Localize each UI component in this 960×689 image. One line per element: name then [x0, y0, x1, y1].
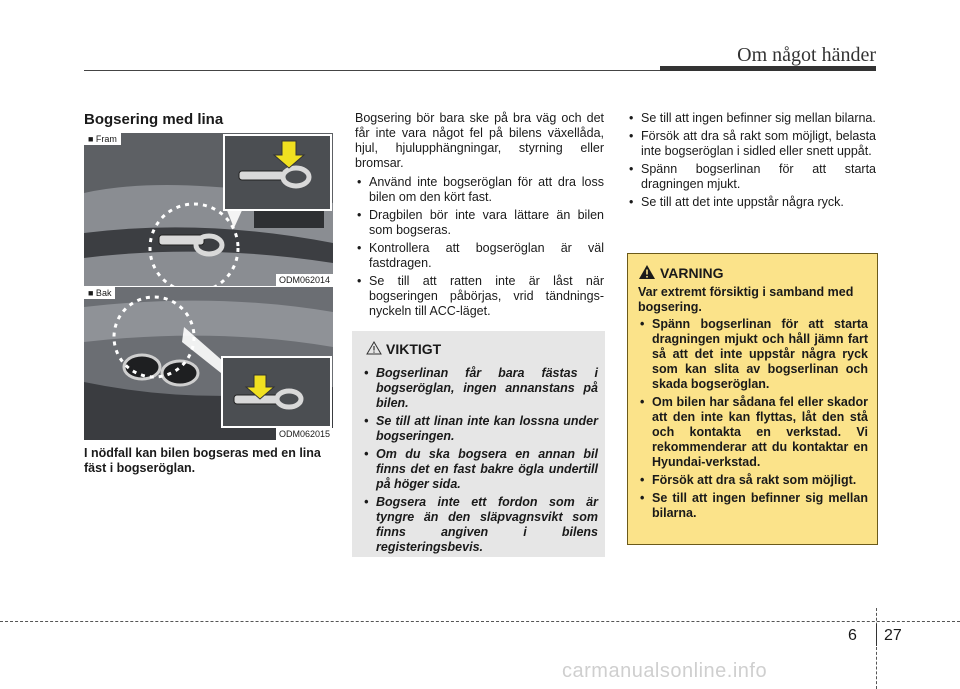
figure-front-tow-hook	[84, 133, 333, 286]
warning-list	[638, 317, 868, 524]
page-number-separator	[876, 624, 877, 646]
figure-front-code: ODM062014	[276, 274, 333, 286]
figure-rear-label: ■ Bak	[84, 287, 115, 299]
figure-front-label: ■ Fram	[84, 133, 121, 145]
list-item: • Se till att ratten inte är låst när bogseringen påbörjas, vrid tändnings-nyckeln till ACC-läget.	[355, 274, 604, 319]
warning-triangle-icon	[638, 264, 656, 280]
chapter-number: 6	[848, 627, 857, 644]
middle-intro: Bogsering bör bara ske på bra väg och det får inte vara något fel på bilens växellåda, hjul, hjulupphängningar, styrning eller bromsar.	[355, 111, 604, 170]
right-column	[627, 111, 876, 213]
notice-box-viktigt	[352, 331, 605, 557]
warning-box-varning	[627, 253, 878, 545]
list-item: • Spänn bogserlinan för att starta dragningen mjukt.	[627, 162, 876, 192]
list-item: • Försök att dra så rakt som möjligt.	[638, 473, 868, 488]
middle-bullet-list	[355, 175, 604, 319]
warning-title: VARNING	[660, 265, 724, 281]
caution-triangle-icon	[366, 341, 382, 355]
list-item: • Bogsera inte ett fordon som är tyngre än den släpvagnsvikt som finns angiven i bilens registeringsbevis.	[362, 495, 598, 555]
notice-title: VIKTIGT	[386, 341, 442, 357]
figure-caption: I nödfall kan bilen bogseras med en lina fäst i bogseröglan.	[84, 446, 321, 475]
figure-rear-tow-hook	[84, 287, 333, 440]
front-tow-hook-illustration	[84, 133, 333, 286]
right-bullet-list	[627, 111, 876, 210]
watermark: carmanualsonline.info	[562, 660, 768, 682]
section-heading: Bogsering med lina	[84, 111, 224, 128]
list-item: • Dragbilen bör inte vara lättare än bilen som bogseras.	[355, 208, 604, 238]
list-item: • Om bilen har sådana fel eller skador att den inte kan flyttas, låt den stå och kontakta en verkstad. Vi rekommenderar att du kontaktar en Hyundai-verkstad.	[638, 395, 868, 470]
page-header-title: Om något händer	[737, 44, 876, 66]
list-item: • Se till att ingen befinner sig mellan bilarna.	[638, 491, 868, 521]
page-number: 27	[884, 627, 902, 644]
list-item: • Se till att det inte uppstår några ryck.	[627, 195, 876, 210]
list-item: • Kontrollera att bogseröglan är väl fastdragen.	[355, 241, 604, 271]
rear-tow-hook-illustration	[84, 287, 333, 440]
footer-vertical-rule	[876, 608, 878, 689]
footer-rule	[0, 621, 960, 622]
list-item: • Se till att ingen befinner sig mellan bilarna.	[627, 111, 876, 126]
warning-header	[638, 264, 724, 281]
warning-intro: Var extremt försiktig i samband med bogsering.	[638, 285, 854, 314]
list-item: • Använd inte bogseröglan för att dra loss bilen om den kört fast.	[355, 175, 604, 205]
list-item: • Försök att dra så rakt som möjligt, belasta inte bogseröglan i sidled eller snett uppåt.	[627, 129, 876, 159]
list-item: • Bogserlinan får bara fästas i bogseröglan, ingen annanstans på bilen.	[362, 366, 598, 411]
notice-list	[362, 366, 598, 558]
header-accent-bar	[660, 66, 876, 71]
list-item: • Om du ska bogsera en annan bil finns det en fast bakre ögla undertill på höger sida.	[362, 447, 598, 492]
list-item: • Spänn bogserlinan för att starta dragningen mjukt och håll jämn fart så att det inte uppstår några ryck som kan slita av bogserlinan och skada bogseröglan.	[638, 317, 868, 392]
figure-rear-code: ODM062015	[276, 428, 333, 440]
middle-column	[355, 111, 604, 322]
notice-header	[366, 341, 441, 357]
list-item: • Se till att linan inte kan lossna under bogseringen.	[362, 414, 598, 444]
